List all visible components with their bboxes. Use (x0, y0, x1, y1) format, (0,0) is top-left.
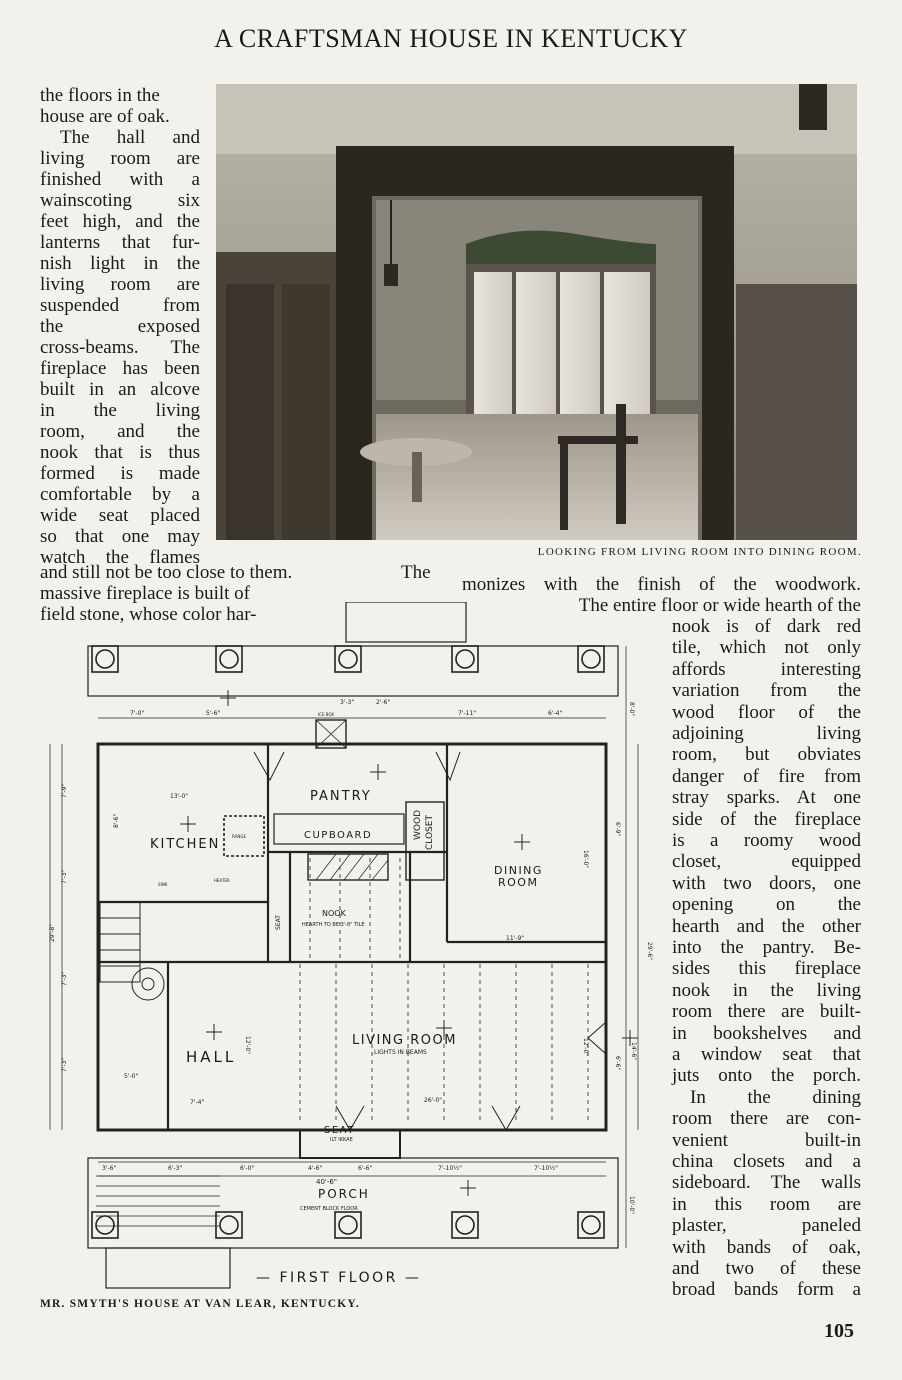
body-line: comfortable by a (40, 484, 200, 505)
dim-label: 26'-0" (424, 1097, 443, 1104)
dim-label: 6'-6" (614, 1056, 621, 1071)
label-room: ROOM (498, 876, 539, 889)
label-hearth: HEARTH TO BE 3'-8" TILE (302, 922, 365, 928)
dim-label: 6'-0" (240, 1165, 255, 1172)
body-line: suspended from (40, 295, 200, 316)
dim-label: 7'-3" (61, 1057, 68, 1072)
body-line: broad bands form a (672, 1279, 861, 1301)
dim-label: 14'-6" (630, 1042, 637, 1061)
body-line: in the living (40, 400, 200, 421)
dim-label: 7'-10½" (534, 1165, 558, 1172)
body-line: adjoining living (672, 723, 861, 744)
body-line: room there are con- (672, 1108, 861, 1130)
label-nook: NOOK (322, 909, 346, 918)
dim-label: 16'-0" (582, 850, 589, 869)
body-line: so that one may (40, 526, 200, 547)
dim-label: 40'-6" (316, 1178, 338, 1186)
dim-label: 29'-8" (49, 923, 56, 942)
dim-label: 29'-6" (646, 942, 653, 961)
body-line: monizes with the finish of the woodwork. (462, 574, 861, 595)
dim-label: 7'-3" (61, 971, 68, 986)
dining-room-photo-image (216, 84, 857, 540)
body-line: juts onto the porch. (672, 1065, 861, 1087)
label-pantry: PANTRY (310, 789, 372, 804)
label-lights: LIGHTS IN BEAMS (374, 1049, 427, 1056)
body-line: into the pantry. Be- (672, 937, 861, 958)
dim-label: 7'-0" (130, 710, 145, 717)
page-number: 105 (824, 1320, 854, 1342)
body-line: a window seat that (672, 1044, 861, 1065)
body-line: and two of these (672, 1258, 861, 1279)
dim-label: 7'-3" (61, 869, 68, 884)
label-seat: SEAT (324, 1125, 355, 1136)
dim-label: 6'-6" (358, 1165, 373, 1172)
body-line: In the dining (690, 1086, 861, 1108)
body-line: variation from the (672, 680, 861, 702)
dim-label: 3'-3" (340, 699, 355, 706)
body-line: sides this fireplace (672, 958, 861, 980)
body-line: fireplace has been (40, 358, 200, 379)
body-line: watch the flames (40, 547, 200, 568)
label-heater: HEATER (214, 878, 230, 883)
body-line: house are of oak. (40, 106, 170, 127)
label-living-room: LIVING ROOM (352, 1033, 457, 1048)
body-line: in bookshelves and (672, 1022, 861, 1044)
label-seat-side: SEAT (275, 915, 282, 930)
dim-label: 5'-6" (206, 710, 221, 717)
plan-credit: MR. SMYTH'S HOUSE AT VAN LEAR, KENTUCKY. (40, 1298, 360, 1310)
body-line: with two doors, one (672, 872, 861, 894)
dim-label: 7'-10½" (438, 1165, 462, 1172)
body-line: The entire floor or wide hearth of the (578, 595, 861, 616)
label-cupboard: CUPBOARD (304, 830, 373, 841)
photo-caption: LOOKING FROM LIVING ROOM INTO DINING ROOM. (537, 546, 862, 558)
body-line: china closets and a (672, 1151, 861, 1172)
dim-label: 13'-0" (170, 793, 189, 800)
body-line: wainscoting six (40, 190, 200, 211)
dim-label: 7'-11" (458, 710, 477, 717)
body-line: the exposed (40, 316, 200, 337)
body-line: wide seat placed (40, 505, 200, 526)
body-line: room, but obviates (672, 744, 861, 766)
body-line: danger of fire from (672, 765, 861, 787)
body-line: wood floor of the (672, 701, 861, 723)
dim-label: 6'-3" (168, 1165, 183, 1172)
label-dining: DINING (494, 864, 543, 877)
body-line: stray sparks. At one (672, 787, 861, 809)
dim-label: 12'-0" (244, 1036, 251, 1055)
body-line: tile, which not only (672, 637, 861, 659)
body-line: nook that is thus (40, 442, 200, 463)
body-line: affords interesting (672, 658, 861, 680)
dim-label: 7'-4" (190, 1099, 205, 1106)
body-line: nook in the living (672, 979, 861, 1001)
dim-label: 6'-4" (548, 710, 563, 717)
body-line: venient built-in (672, 1129, 861, 1151)
label-porch-sub: CEMENT BLOCK FLOOR (300, 1206, 358, 1212)
body-line: nish light in the (40, 253, 200, 274)
body-line: living room are (40, 274, 200, 295)
body-line: feet high, and the (40, 211, 200, 232)
floor-plan (40, 602, 662, 1302)
body-line: formed is made (40, 463, 200, 484)
dim-label: 11'-9" (506, 935, 525, 942)
body-line: nook is of dark red (672, 616, 861, 637)
label-wood: WOOD (413, 810, 423, 840)
page-title: A CRAFTSMAN HOUSE IN KENTUCKY (214, 24, 688, 53)
label-sink: SINK (158, 882, 168, 887)
body-line: in this room are (672, 1193, 861, 1215)
label-closet: CLOSET (425, 815, 435, 850)
body-line: finished with a (40, 169, 200, 190)
body-line: lanterns that fur- (40, 232, 200, 253)
body-line: with bands of oak, (672, 1236, 861, 1258)
dim-label: 8'-0" (628, 702, 635, 717)
label-hall: HALL (186, 1048, 237, 1066)
body-line: opening on the (672, 894, 861, 916)
body-line: built in an alcove (40, 379, 200, 400)
dim-label: 6'-9" (614, 822, 621, 837)
body-line: closet, equipped (672, 851, 861, 873)
dim-label: 3'-6" (102, 1165, 117, 1172)
body-line: cross-beams. The (40, 337, 200, 358)
dim-label: 8'-6" (113, 813, 120, 828)
body-line: the floors in the (40, 85, 160, 106)
dim-label: 10'-0" (628, 1196, 635, 1215)
body-line: living room are (40, 148, 200, 169)
body-line: massive fireplace is built of (40, 583, 250, 604)
body-line: room there are built- (672, 1001, 861, 1023)
body-line: is a roomy wood (672, 830, 861, 851)
dim-label: 4'-6" (308, 1165, 323, 1172)
body-line: The (401, 562, 431, 583)
dim-label: 12'-0" (582, 1038, 589, 1057)
dim-label: 5'-0" (124, 1073, 139, 1080)
body-line: The hall and (60, 127, 200, 148)
body-line: field stone, whose color har- (40, 604, 257, 625)
label-ice-box: ICE BOX (318, 712, 335, 717)
plan-title: — FIRST FLOOR — (256, 1270, 422, 1286)
body-line: room, and the (40, 421, 200, 442)
dim-label: 7'-9" (61, 783, 68, 798)
body-line: and still not be too close to them. (40, 562, 293, 583)
label-kitchen: KITCHEN (150, 837, 221, 852)
label-range: RANGE (232, 834, 246, 839)
body-line: plaster, paneled (672, 1215, 861, 1237)
label-porch: PORCH (318, 1187, 370, 1201)
interior-photo (216, 84, 857, 540)
dim-label: 2'-6" (376, 699, 391, 706)
body-line: sideboard. The walls (672, 1172, 861, 1194)
label-seat-sub: ILT IKKAE (330, 1137, 353, 1143)
body-line: side of the fireplace (672, 808, 861, 830)
body-line: hearth and the other (672, 915, 861, 937)
